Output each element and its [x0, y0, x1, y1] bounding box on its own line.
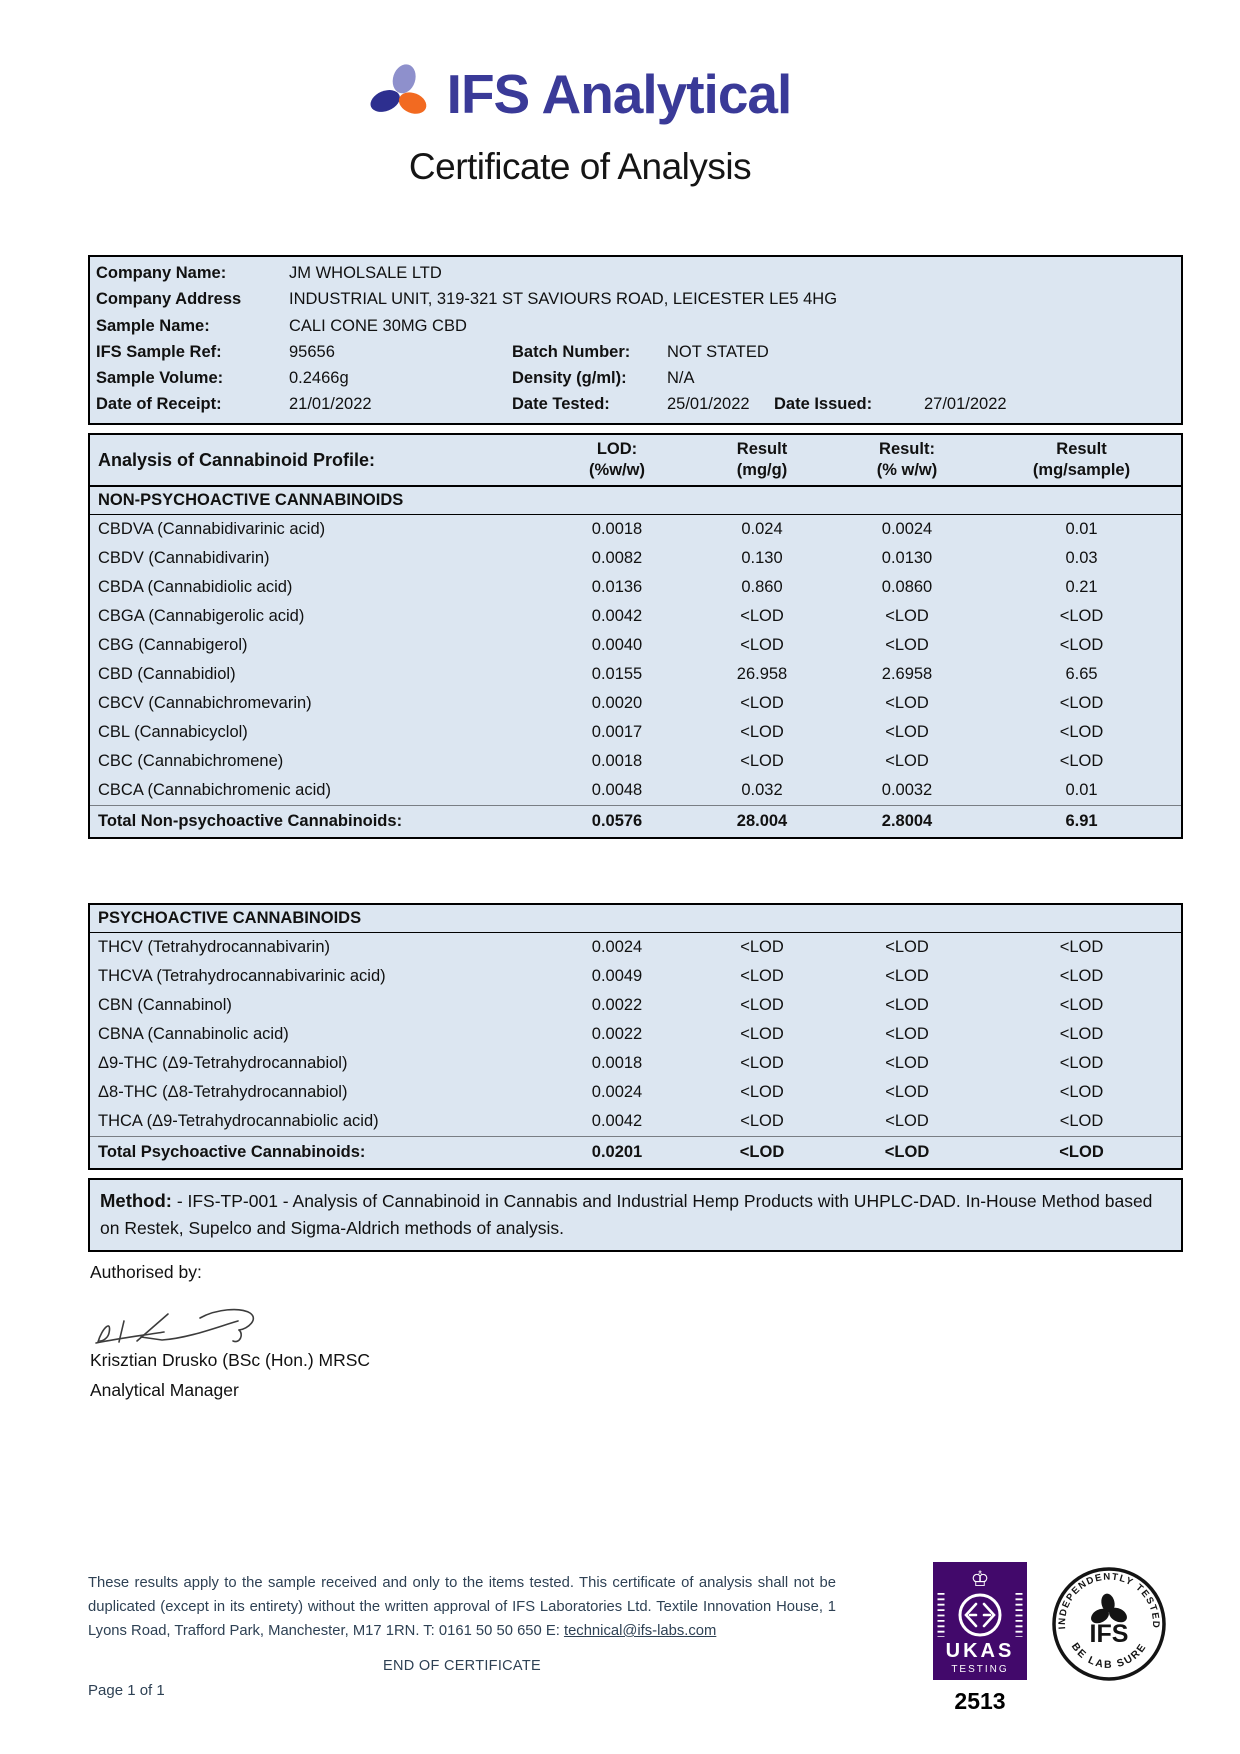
- col-header-line: Result: [1056, 439, 1107, 458]
- total-pct: <LOD: [884, 1143, 930, 1161]
- ukas-testing-logo: [933, 1562, 1027, 1685]
- result-mg-sample: 0.21: [1065, 578, 1098, 596]
- date-issued-label: Date Issued:: [774, 395, 873, 414]
- result-mg-sample: <LOD: [1059, 1025, 1104, 1043]
- header: [0, 62, 1160, 188]
- lod-value: 0.0048: [591, 781, 643, 799]
- compound-name: CBCA (Cannabichromenic acid): [98, 781, 331, 799]
- result-mg-sample: <LOD: [1059, 723, 1104, 741]
- result-mg-g: <LOD: [740, 1083, 784, 1101]
- stamp-ifs-wordmark: IFS: [1089, 1620, 1129, 1648]
- lod-value: 0.0020: [591, 694, 643, 712]
- result-mg-g: <LOD: [740, 694, 784, 712]
- compound-name: Δ8-THC (Δ8-Tetrahydrocannabiol): [98, 1083, 348, 1101]
- result-mg-sample: <LOD: [1059, 938, 1104, 956]
- page-number: Page 1 of 1: [88, 1682, 165, 1699]
- stamp-top-text: INDEPENDENTLY TESTED: [1056, 1571, 1162, 1630]
- ukas-accreditation-number: 2513: [954, 1688, 1006, 1714]
- compound-name: CBGA (Cannabigerolic acid): [98, 607, 305, 625]
- sample-info-box: [88, 255, 1183, 425]
- result-pct: <LOD: [885, 967, 929, 985]
- col-header-pct: [832, 439, 982, 481]
- result-pct: <LOD: [885, 607, 929, 625]
- stamp-bottom-text: BE LAB SURE: [1068, 1640, 1150, 1671]
- method-box: [88, 1178, 1183, 1252]
- table-row: [90, 689, 1181, 718]
- compound-name: CBD (Cannabidiol): [98, 665, 236, 683]
- compound-name: Δ9-THC (Δ9-Tetrahydrocannabiol): [98, 1054, 348, 1072]
- company-address-label: Company Address: [96, 290, 242, 309]
- table-row: [90, 631, 1181, 660]
- total-mg-g: 28.004: [736, 812, 788, 830]
- result-mg-sample: <LOD: [1059, 636, 1104, 654]
- table-header-row: [90, 435, 1181, 487]
- method-label: Method:: [100, 1190, 172, 1211]
- lod-value: 0.0018: [591, 752, 643, 770]
- density-value: N/A: [667, 369, 695, 388]
- disclaimer-text: These results apply to the sample received and only to the items tested. This certificate of analysis shall not be duplicated (except in its entirety) without the written approval of IFS Laboratories Ltd. Textile Innovation House, 1 Lyons Road, Trafford Park, Manchester, M17 1RN. T: 0161 50 50 650 E:: [88, 1575, 836, 1639]
- result-mg-sample: <LOD: [1059, 1054, 1104, 1072]
- table-row: [90, 573, 1181, 602]
- table-body: [90, 515, 1181, 805]
- table-row: [90, 602, 1181, 631]
- lod-value: 0.0040: [591, 636, 643, 654]
- total-label: Total Psychoactive Cannabinoids:: [98, 1143, 366, 1161]
- col-header-mg-g: [692, 439, 832, 481]
- col-header-mg-sample: [982, 439, 1181, 481]
- total-row-nonpsychoactive: [90, 805, 1181, 837]
- brand-name: IFS Analytical: [446, 63, 792, 125]
- total-lod: 0.0201: [591, 1143, 643, 1161]
- cannabinoid-table-nonpsychoactive: [88, 433, 1183, 839]
- result-pct: <LOD: [885, 938, 929, 956]
- crown-icon: ♔: [970, 1567, 990, 1591]
- result-pct: <LOD: [885, 723, 929, 741]
- end-of-certificate: END OF CERTIFICATE: [383, 1658, 541, 1674]
- result-mg-sample: <LOD: [1059, 996, 1104, 1014]
- company-address-value: INDUSTRIAL UNIT, 319-321 ST SAVIOURS ROAD, LEICESTER LE5 4HG: [289, 290, 838, 309]
- date-receipt-value: 21/01/2022: [289, 395, 372, 414]
- result-mg-g: 0.860: [741, 578, 783, 596]
- result-mg-sample: 6.65: [1065, 665, 1098, 683]
- result-mg-sample: <LOD: [1059, 1083, 1104, 1101]
- density-label: Density (g/ml):: [512, 369, 627, 388]
- table-row: [90, 933, 1181, 962]
- lod-value: 0.0022: [591, 1025, 643, 1043]
- lod-value: 0.0017: [591, 723, 643, 741]
- result-mg-g: <LOD: [740, 636, 784, 654]
- table-row: [90, 962, 1181, 991]
- compound-name: CBCV (Cannabichromevarin): [98, 694, 312, 712]
- total-row-psychoactive: [90, 1136, 1181, 1168]
- lod-value: 0.0155: [591, 665, 643, 683]
- result-mg-g: <LOD: [740, 1112, 784, 1130]
- batch-number-value: NOT STATED: [667, 342, 769, 361]
- lod-value: 0.0024: [591, 1083, 643, 1101]
- compound-name: CBN (Cannabinol): [98, 996, 232, 1014]
- compound-name: CBDVA (Cannabidivarinic acid): [98, 520, 326, 538]
- date-receipt-label: Date of Receipt:: [96, 395, 222, 414]
- table-row: [90, 544, 1181, 573]
- table-row: [90, 1107, 1181, 1136]
- result-mg-sample: 0.01: [1065, 781, 1098, 799]
- compound-name: THCA (Δ9-Tetrahydrocannabiolic acid): [98, 1112, 379, 1130]
- result-pct: <LOD: [885, 1054, 929, 1072]
- result-mg-sample: 0.03: [1065, 549, 1098, 567]
- date-issued-value: 27/01/2022: [924, 395, 1007, 414]
- ukas-testing-label: TESTING: [951, 1664, 1009, 1675]
- result-pct: <LOD: [885, 1083, 929, 1101]
- section-header: PSYCHOACTIVE CANNABINOIDS: [90, 905, 1181, 933]
- result-pct: 0.0032: [881, 781, 933, 799]
- result-mg-sample: <LOD: [1059, 967, 1104, 985]
- col-header-line: (%w/w): [589, 461, 645, 479]
- lod-value: 0.0049: [591, 967, 643, 985]
- result-mg-g: 0.032: [741, 781, 783, 799]
- sample-name-label: Sample Name:: [96, 316, 210, 335]
- result-mg-sample: 0.01: [1065, 520, 1098, 538]
- result-mg-g: <LOD: [740, 967, 784, 985]
- table-row: [90, 991, 1181, 1020]
- result-pct: 0.0130: [881, 549, 933, 567]
- table-row: [90, 1049, 1181, 1078]
- company-name-label: Company Name:: [96, 264, 227, 282]
- date-tested-value: 25/01/2022: [667, 395, 750, 414]
- compound-name: CBNA (Cannabinolic acid): [98, 1025, 289, 1043]
- table-row: [90, 660, 1181, 689]
- result-mg-g: <LOD: [740, 723, 784, 741]
- result-mg-sample: <LOD: [1059, 694, 1104, 712]
- result-pct: <LOD: [885, 1112, 929, 1130]
- result-mg-sample: <LOD: [1059, 752, 1104, 770]
- compound-name: THCVA (Tetrahydrocannabivarinic acid): [98, 967, 386, 985]
- total-mg-sample: 6.91: [1065, 812, 1098, 830]
- lod-value: 0.0082: [591, 549, 643, 567]
- total-mg-g: <LOD: [739, 1143, 785, 1161]
- total-lod: 0.0576: [591, 812, 643, 830]
- result-mg-sample: <LOD: [1059, 1112, 1104, 1130]
- compound-name: CBC (Cannabichromene): [98, 752, 284, 770]
- cannabinoid-table-psychoactive: [88, 903, 1183, 1170]
- result-mg-g: <LOD: [740, 607, 784, 625]
- table-row: [90, 747, 1181, 776]
- date-tested-label: Date Tested:: [512, 395, 610, 414]
- lod-value: 0.0024: [591, 938, 643, 956]
- lod-value: 0.0022: [591, 996, 643, 1014]
- result-pct: <LOD: [885, 1025, 929, 1043]
- compound-name: CBDA (Cannabidiolic acid): [98, 578, 293, 596]
- analysis-title: Analysis of Cannabinoid Profile:: [98, 449, 376, 470]
- brand-logo-icon: [369, 63, 433, 126]
- col-header-line: LOD:: [596, 439, 638, 458]
- col-header-lod: [542, 439, 692, 481]
- compound-name: CBG (Cannabigerol): [98, 636, 248, 654]
- section-header: NON-PSYCHOACTIVE CANNABINOIDS: [90, 487, 1181, 515]
- lod-value: 0.0136: [591, 578, 643, 596]
- col-header-line: (mg/g): [736, 461, 788, 479]
- col-header-line: Result: [736, 439, 788, 458]
- result-mg-g: 26.958: [736, 665, 788, 683]
- footer-disclaimer: [88, 1572, 836, 1644]
- col-header-line: (mg/sample): [1032, 461, 1131, 479]
- total-label: Total Non-psychoactive Cannabinoids:: [98, 812, 403, 830]
- lod-value: 0.0042: [591, 1112, 643, 1130]
- authorised-role: Analytical Manager: [90, 1380, 239, 1400]
- result-mg-g: <LOD: [740, 1025, 784, 1043]
- result-pct: <LOD: [885, 996, 929, 1014]
- authorised-name: Krisztian Drusko (BSc (Hon.) MRSC: [90, 1350, 371, 1370]
- lod-value: 0.0018: [591, 1054, 643, 1072]
- result-mg-sample: <LOD: [1059, 607, 1104, 625]
- result-pct: <LOD: [885, 636, 929, 654]
- company-name-value: JM WHOLSALE LTD: [289, 264, 442, 282]
- sample-volume-value: 0.2466g: [289, 369, 349, 388]
- result-mg-g: <LOD: [740, 752, 784, 770]
- table-row: [90, 1020, 1181, 1049]
- email-link[interactable]: technical@ifs-labs.com: [563, 1622, 717, 1639]
- total-mg-sample: <LOD: [1059, 1143, 1104, 1161]
- result-mg-g: 0.130: [741, 549, 783, 567]
- compound-name: THCV (Tetrahydrocannabivarin): [98, 938, 331, 956]
- total-pct: 2.8004: [881, 812, 933, 830]
- table-row: [90, 1078, 1181, 1107]
- brand-logo: [0, 62, 1160, 126]
- result-mg-g: <LOD: [740, 1054, 784, 1072]
- ifs-sample-ref-label: IFS Sample Ref:: [96, 342, 222, 361]
- result-mg-g: 0.024: [741, 520, 783, 538]
- result-pct: <LOD: [885, 752, 929, 770]
- sample-name-value: CALI CONE 30MG CBD: [289, 316, 467, 335]
- compound-name: CBL (Cannabicyclol): [98, 723, 248, 741]
- result-pct: 0.0024: [881, 520, 933, 538]
- result-pct: 0.0860: [881, 578, 933, 596]
- result-mg-g: <LOD: [740, 938, 784, 956]
- method-text: - IFS-TP-001 - Analysis of Cannabinoid in Cannabis and Industrial Hemp Products with UHPLC-DAD. In-House Method based on Restek, Supelco and Sigma-Aldrich methods of analysis.: [100, 1191, 1153, 1238]
- lod-value: 0.0018: [591, 520, 643, 538]
- result-pct: <LOD: [885, 694, 929, 712]
- ifs-sample-ref-value: 95656: [289, 342, 335, 361]
- page-title: Certificate of Analysis: [408, 146, 752, 187]
- lod-value: 0.0042: [591, 607, 643, 625]
- result-pct: 2.6958: [881, 665, 933, 683]
- table-row: [90, 776, 1181, 805]
- result-mg-g: <LOD: [740, 996, 784, 1014]
- table-row: [90, 515, 1181, 544]
- table-row: [90, 718, 1181, 747]
- authorised-by-label: Authorised by:: [90, 1262, 202, 1282]
- batch-number-label: Batch Number:: [512, 342, 631, 361]
- col-header-line: Result:: [879, 439, 935, 458]
- table-body: [90, 933, 1181, 1136]
- compound-name: CBDV (Cannabidivarin): [98, 549, 270, 567]
- signature: [88, 1290, 298, 1357]
- ukas-wordmark: UKAS: [945, 1640, 1015, 1662]
- col-header-line: (% w/w): [876, 461, 938, 479]
- ifs-stamp: [1050, 1565, 1168, 1688]
- sample-volume-label: Sample Volume:: [96, 369, 224, 388]
